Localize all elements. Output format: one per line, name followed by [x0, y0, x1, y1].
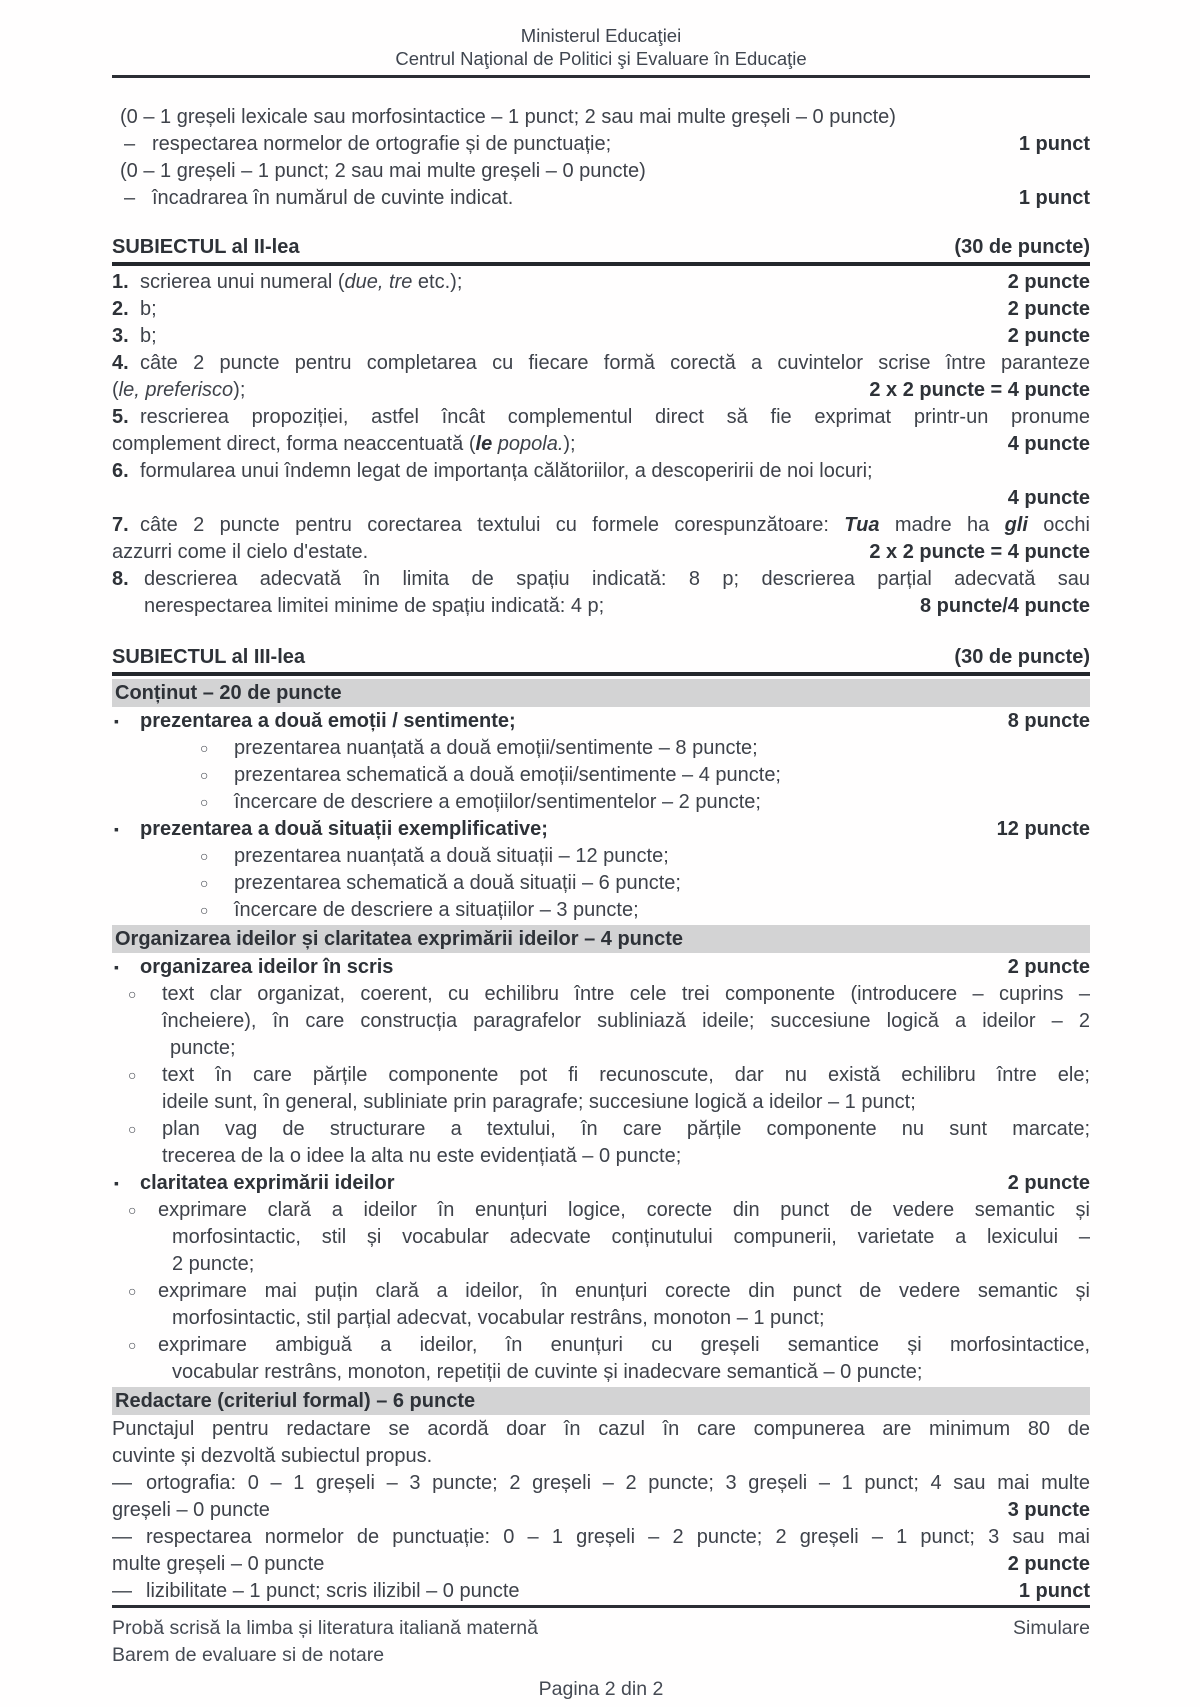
line-text [152, 185, 1005, 212]
circle-bullet-icon: ○ [128, 1067, 137, 1083]
text-line [112, 1008, 1090, 1035]
dash-marker: – [124, 133, 136, 155]
text-segment: complement direct, forma neaccentuată ( [112, 433, 476, 455]
text-line [112, 458, 1090, 485]
text-line [112, 708, 1090, 735]
text-segment: încheiere), în care construcția paragrafelor subliniază ideile; succesiune logică a ideilor – 2 [162, 1010, 1090, 1032]
section-points-label: (30 de puncte) [954, 646, 1090, 668]
line-text [140, 1170, 994, 1197]
text-segment: puncte; [170, 1037, 236, 1059]
text-segment: le [475, 433, 493, 455]
text-line [112, 789, 1090, 816]
text-segment: (0 – 1 greșeli lexicale sau morfosintactice – 1 punct; 2 sau mai multe greșeli – 0 puncte) [120, 106, 896, 128]
text-line [112, 1278, 1090, 1305]
line-text [172, 1251, 1090, 1278]
points-label: 8 puncte [1007, 710, 1090, 732]
text-segment: respectarea normelor de punctuație: 0 – 1 greșeli – 2 puncte; 2 greșeli – 1 punct; 3 sau mai [146, 1526, 1090, 1548]
points-label: 4 puncte [1007, 433, 1090, 455]
text-segment: câte 2 puncte pentru corectarea textului cu formele corespunzătoare: [140, 514, 845, 536]
text-line [112, 593, 1090, 620]
spacer [112, 212, 1090, 231]
text-line [112, 1305, 1090, 1332]
line-text [162, 1062, 1090, 1089]
text-line [112, 1551, 1090, 1578]
item-number: 7. [112, 514, 129, 536]
line-text [140, 323, 994, 350]
text-segment: formularea unui îndemn legat de importanța călătoriilor, a descoperirii de noi locuri; [140, 460, 873, 482]
circle-bullet-icon: ○ [200, 767, 209, 783]
text-segment: prezentarea schematică a două emoții/sentimente – 4 puncte; [234, 764, 781, 786]
line-text [146, 1524, 1090, 1551]
line-text [120, 104, 1090, 131]
circle-bullet-icon: ○ [128, 1121, 137, 1137]
text-segment: etc.); [412, 271, 463, 293]
line-text [112, 1551, 994, 1578]
text-segment: morfosintactic, stil și vocabular adecvate conținutului compunerii, varietate a lexicului – [172, 1226, 1090, 1248]
circle-bullet-icon: ○ [128, 1337, 137, 1353]
criteria-bar-label: Conținut – 20 de puncte [115, 682, 342, 704]
text-line [112, 269, 1090, 296]
criteria-bar [112, 925, 1090, 953]
line-text [234, 843, 1090, 870]
line-text [140, 296, 994, 323]
line-text [112, 377, 855, 404]
text-line [112, 350, 1090, 377]
points-label: 4 puncte [1007, 487, 1090, 509]
item-number: 6. [112, 460, 129, 482]
text-line [112, 1251, 1090, 1278]
points-label: 3 puncte [1007, 1499, 1090, 1521]
text-line [112, 1443, 1090, 1470]
footer-row [112, 1615, 1090, 1642]
text-line [112, 185, 1090, 212]
page-footer [112, 1605, 1090, 1703]
section-heading [112, 643, 1090, 676]
text-line [112, 1224, 1090, 1251]
text-line [112, 843, 1090, 870]
text-segment: nerespectarea limitei minime de spațiu indicată: 4 p; [144, 595, 605, 617]
line-text [112, 1497, 994, 1524]
points-label: 2 puncte [1007, 325, 1090, 347]
text-segment: respectarea normelor de ortografie și de punctuație; [152, 133, 612, 155]
text-line [112, 1578, 1090, 1605]
line-text [172, 1359, 1090, 1386]
text-line [112, 1524, 1090, 1551]
text-segment: ideile sunt, în general, subliniate prin paragrafe; succesiune logică a ideilor – 1 punct; [162, 1091, 916, 1113]
text-line [112, 1470, 1090, 1497]
institution-name: Centrul Naţional de Politici şi Evaluare în Educaţie [395, 48, 807, 69]
text-line [112, 404, 1090, 431]
text-segment: occhi [1027, 514, 1090, 536]
document-type-label: Barem de evaluare si de notare [112, 1644, 385, 1666]
text-line [112, 539, 1090, 566]
text-line [112, 296, 1090, 323]
text-segment: greșeli – 0 puncte [112, 1499, 270, 1521]
square-bullet-icon: ▪ [114, 1175, 119, 1191]
text-segment: claritatea exprimării ideilor [140, 1172, 395, 1194]
header-rule [112, 75, 1090, 78]
text-segment: lizibilitate – 1 punct; scris ilizibil – 0 puncte [146, 1580, 520, 1602]
line-text [140, 512, 1090, 539]
text-line [112, 158, 1090, 185]
text-segment: încercare de descriere a emoțiilor/sentimentelor – 2 puncte; [234, 791, 761, 813]
text-segment: vocabular restrâns, monoton, repetiții de cuvinte și inadecvare semantică – 0 puncte; [172, 1361, 923, 1383]
text-line [112, 131, 1090, 158]
item-number: 4. [112, 352, 129, 374]
line-text [140, 816, 983, 843]
text-line [112, 1197, 1090, 1224]
text-line [112, 897, 1090, 924]
line-text [112, 485, 994, 512]
text-segment: text în care părțile componente pot fi recunoscute, dar nu există echilibru între ele; [162, 1064, 1090, 1086]
criteria-bar-label: Redactare (criteriul formal) – 6 puncte [115, 1390, 476, 1412]
points-label: 2 puncte [1007, 271, 1090, 293]
item-number: 3. [112, 325, 129, 347]
circle-bullet-icon: ○ [200, 875, 209, 891]
text-line [112, 1143, 1090, 1170]
line-text [234, 870, 1090, 897]
criteria-bar-label: Organizarea ideilor și claritatea exprimării ideilor – 4 puncte [115, 928, 683, 950]
text-segment: ); [563, 433, 576, 455]
section-points-label: (30 de puncte) [954, 236, 1090, 258]
text-segment: cuvinte și dezvoltă subiectul propus. [112, 1445, 433, 1467]
text-segment: prezentarea nuanțată a două situații – 12 puncte; [234, 845, 669, 867]
line-text [234, 735, 1090, 762]
dash-marker: – [124, 187, 136, 209]
text-line [112, 1089, 1090, 1116]
square-bullet-icon: ▪ [114, 713, 119, 729]
text-segment: plan vag de structurare a textului, în care părțile componente nu sunt marcate; [162, 1118, 1090, 1140]
text-line [112, 981, 1090, 1008]
line-text [234, 789, 1090, 816]
line-text [144, 566, 1090, 593]
text-line [112, 735, 1090, 762]
line-text [162, 1143, 1090, 1170]
line-text [234, 762, 1090, 789]
points-label: 2 puncte [1007, 956, 1090, 978]
line-text [172, 1305, 1090, 1332]
text-line [112, 1035, 1090, 1062]
text-segment: exprimare mai puțin clară a ideilor, în enunțuri corecte din punct de vedere semantic și [158, 1280, 1090, 1302]
line-text [112, 431, 994, 458]
text-segment: azzurri come il cielo d'estate. [112, 541, 369, 563]
circle-bullet-icon: ○ [200, 848, 209, 864]
line-text [170, 1035, 1090, 1062]
text-segment: text clar organizat, coerent, cu echilibru între cele trei componente (introducere – cuprins – [162, 983, 1090, 1005]
page-number: Pagina 2 din 2 [538, 1678, 664, 1700]
text-segment: multe greșeli – 0 puncte [112, 1553, 325, 1575]
points-label: 1 punct [1018, 1580, 1090, 1602]
line-text [162, 1008, 1090, 1035]
ministry-name: Ministerul Educaţiei [520, 25, 682, 46]
line-text [162, 1116, 1090, 1143]
points-label: 2 x 2 puncte = 4 puncte [869, 379, 1090, 401]
criteria-bar [112, 679, 1090, 707]
text-line [112, 1359, 1090, 1386]
text-segment: ( [112, 379, 119, 401]
text-line [112, 512, 1090, 539]
dash-marker: — [112, 1526, 132, 1548]
text-segment: prezentarea schematică a două situații – 6 puncte; [234, 872, 681, 894]
points-label: 8 puncte/4 puncte [919, 595, 1090, 617]
line-text [162, 981, 1090, 1008]
text-line [112, 431, 1090, 458]
text-line [112, 104, 1090, 131]
points-label: 2 puncte [1007, 1553, 1090, 1575]
text-segment: gli [1004, 514, 1028, 536]
line-text [172, 1224, 1090, 1251]
points-label: 2 puncte [1007, 298, 1090, 320]
text-line [112, 377, 1090, 404]
dash-marker: — [112, 1472, 132, 1494]
line-text [144, 593, 906, 620]
text-line [112, 1170, 1090, 1197]
text-segment: b; [140, 325, 157, 347]
text-segment: Punctajul pentru redactare se acordă doar în cazul în care compunerea are minimum 80 de [112, 1418, 1090, 1440]
square-bullet-icon: ▪ [114, 821, 119, 837]
text-line [112, 870, 1090, 897]
points-label: 1 punct [1018, 133, 1090, 155]
text-line [112, 1497, 1090, 1524]
text-segment: exprimare clară a ideilor în enunțuri logice, corecte din punct de vedere semantic și [158, 1199, 1090, 1221]
item-number: 2. [112, 298, 129, 320]
text-segment: prezentarea a două situații exemplificative; [140, 818, 548, 840]
text-line [112, 762, 1090, 789]
line-text [152, 131, 1005, 158]
line-text [120, 158, 1090, 185]
document-body [112, 104, 1090, 1605]
item-number: 8. [112, 568, 129, 590]
text-segment: trecerea de la o idee la alta nu este evidențiată – 0 puncte; [162, 1145, 682, 1167]
text-segment: Tua [844, 514, 880, 536]
line-text [112, 1416, 1090, 1443]
text-line [112, 566, 1090, 593]
line-text [140, 954, 994, 981]
criteria-bar [112, 1387, 1090, 1415]
line-text [158, 1278, 1090, 1305]
line-text [140, 269, 994, 296]
text-line [112, 1062, 1090, 1089]
text-segment: încercare de descriere a situațiilor – 3 puncte; [234, 899, 639, 921]
text-segment: le, preferisco [118, 379, 234, 401]
circle-bullet-icon: ○ [200, 740, 209, 756]
square-bullet-icon: ▪ [114, 959, 119, 975]
text-segment: rescrierea propoziției, astfel încât complementul direct să fie exprimat printr-un pronume [140, 406, 1090, 428]
text-segment: scrierea unui numeral ( [140, 271, 345, 293]
text-segment: prezentarea nuanțată a două emoții/sentimente – 8 puncte; [234, 737, 758, 759]
line-text [146, 1470, 1090, 1497]
circle-bullet-icon: ○ [200, 902, 209, 918]
dash-marker: — [112, 1580, 132, 1602]
section-title: SUBIECTUL al III-lea [112, 646, 306, 668]
line-text [234, 897, 1090, 924]
line-text [140, 458, 1090, 485]
line-text [140, 708, 994, 735]
text-segment: descrierea adecvată în limita de spațiu indicată: 8 p; descrierea parțial adecvată sau [144, 568, 1090, 590]
text-segment: prezentarea a două emoții / sentimente; [140, 710, 516, 732]
text-segment: organizarea ideilor în scris [140, 956, 394, 978]
points-label: 2 puncte [1007, 1172, 1090, 1194]
points-label: 1 punct [1018, 187, 1090, 209]
text-segment: morfosintactic, stil parțial adecvat, vocabular restrâns, monoton – 1 punct; [172, 1307, 825, 1329]
points-label: 2 x 2 puncte = 4 puncte [869, 541, 1090, 563]
circle-bullet-icon: ○ [128, 986, 137, 1002]
text-line [112, 1332, 1090, 1359]
line-text [146, 1578, 1005, 1605]
page-header [112, 24, 1090, 78]
text-segment: încadrarea în numărul de cuvinte indicat. [152, 187, 514, 209]
text-segment: câte 2 puncte pentru completarea cu fiecare formă corectă a cuvintelor scrise între paranteze [140, 352, 1090, 374]
item-number: 1. [112, 271, 129, 293]
line-text [140, 350, 1090, 377]
line-text [112, 1443, 1090, 1470]
text-line [112, 485, 1090, 512]
text-segment: (0 – 1 greșeli – 1 punct; 2 sau mai multe greșeli – 0 puncte) [120, 160, 646, 182]
points-label: 12 puncte [996, 818, 1090, 840]
text-segment: popola. [492, 433, 564, 455]
section-title: SUBIECTUL al II-lea [112, 236, 300, 258]
text-segment: due, tre [344, 271, 413, 293]
exam-title: Probă scrisă la limba și literatura italiană maternă [112, 1617, 538, 1639]
text-segment: 2 puncte; [172, 1253, 255, 1275]
text-line [112, 816, 1090, 843]
text-line [112, 1416, 1090, 1443]
line-text [162, 1089, 1090, 1116]
line-text [112, 539, 855, 566]
text-segment: madre ha [879, 514, 1005, 536]
text-line [112, 323, 1090, 350]
line-text [158, 1332, 1090, 1359]
text-segment: ortografia: 0 – 1 greșeli – 3 puncte; 2 greșeli – 2 puncte; 3 greșeli – 1 punct; 4 sau mai multe [146, 1472, 1090, 1494]
circle-bullet-icon: ○ [128, 1283, 137, 1299]
spacer [112, 620, 1090, 641]
item-number: 5. [112, 406, 129, 428]
text-line [112, 954, 1090, 981]
text-segment: b; [140, 298, 157, 320]
text-line [112, 1116, 1090, 1143]
circle-bullet-icon: ○ [128, 1202, 137, 1218]
line-text [158, 1197, 1090, 1224]
text-segment: exprimare ambiguă a ideilor, în enunțuri cu greșeli semantice și morfosintactice, [158, 1334, 1090, 1356]
line-text [140, 404, 1090, 431]
circle-bullet-icon: ○ [200, 794, 209, 810]
text-segment: ); [233, 379, 246, 401]
exam-session-label: Simulare [1013, 1617, 1090, 1639]
section-heading [112, 233, 1090, 266]
